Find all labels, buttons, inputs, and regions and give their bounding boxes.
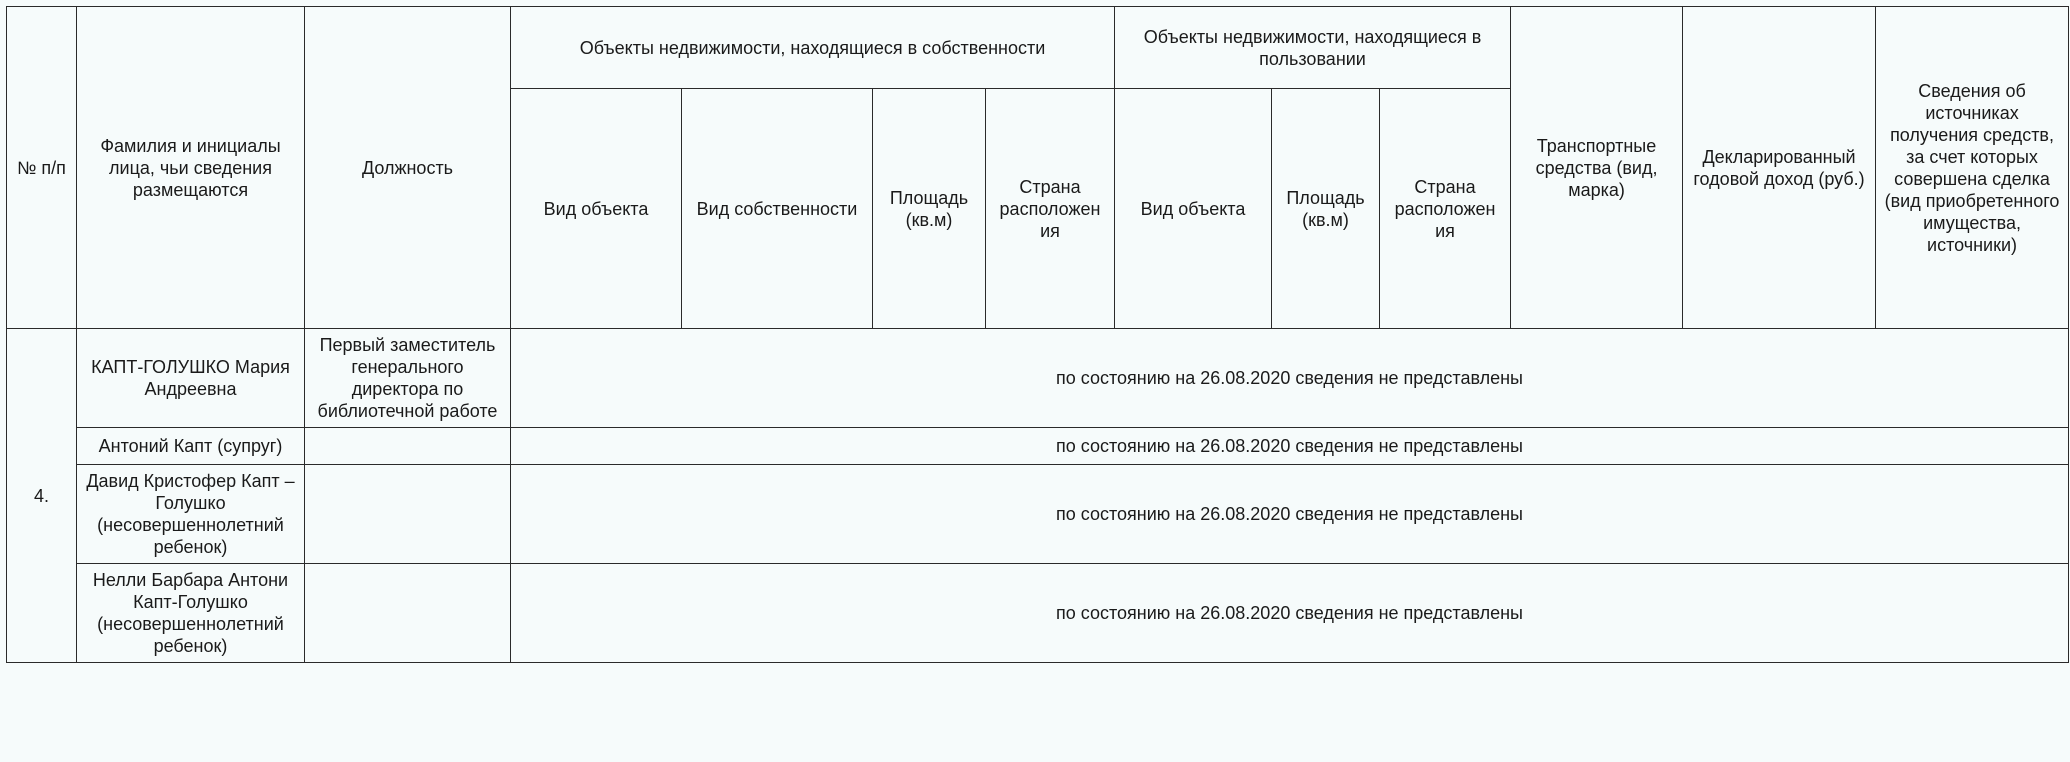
header-owned-ownership: Вид собственности bbox=[682, 89, 873, 329]
header-owned-property: Объекты недвижимости, находящиеся в собственности bbox=[511, 7, 1115, 89]
header-used-area: Площадь (кв.м) bbox=[1272, 89, 1380, 329]
table-row bbox=[7, 428, 2069, 465]
person-position bbox=[305, 465, 511, 564]
person-position: Первый заместитель генерального директора по библиотечной работе bbox=[305, 329, 511, 428]
person-position bbox=[305, 564, 511, 663]
header-position: Должность bbox=[305, 7, 511, 329]
status-note: по состоянию на 26.08.2020 сведения не представлены bbox=[511, 465, 2069, 564]
person-position bbox=[305, 428, 511, 465]
header-income: Декларированный годовой доход (руб.) bbox=[1683, 7, 1876, 329]
person-name: КАПТ-ГОЛУШКО Мария Андреевна bbox=[77, 329, 305, 428]
header-vehicles: Транспортные средства (вид, марка) bbox=[1511, 7, 1683, 329]
header-owned-type: Вид объекта bbox=[511, 89, 682, 329]
person-name: Антоний Капт (супруг) bbox=[77, 428, 305, 465]
header-row-group bbox=[7, 7, 2069, 89]
header-used-country: Страна расположен ия bbox=[1380, 89, 1511, 329]
status-note: по состоянию на 26.08.2020 сведения не представлены bbox=[511, 428, 2069, 465]
status-note: по состоянию на 26.08.2020 сведения не представлены bbox=[511, 564, 2069, 663]
declaration-table bbox=[6, 6, 2069, 663]
table-row bbox=[7, 329, 2069, 428]
header-name: Фамилия и инициалы лица, чьи сведения размещаются bbox=[77, 7, 305, 329]
header-owned-country: Страна расположен ия bbox=[986, 89, 1115, 329]
table-row bbox=[7, 564, 2069, 663]
person-name: Давид Кристофер Капт –Голушко (несовершеннолетний ребенок) bbox=[77, 465, 305, 564]
table-row bbox=[7, 465, 2069, 564]
header-owned-area: Площадь (кв.м) bbox=[873, 89, 986, 329]
header-sources: Сведения об источниках получения средств, за счет которых совершена сделка (вид приобретенного имущества, источники) bbox=[1876, 7, 2069, 329]
header-used-property: Объекты недвижимости, находящиеся в пользовании bbox=[1115, 7, 1511, 89]
person-name: Нелли Барбара Антони Капт-Голушко (несовершеннолетний ребенок) bbox=[77, 564, 305, 663]
header-used-type: Вид объекта bbox=[1115, 89, 1272, 329]
header-number: № п/п bbox=[7, 7, 77, 329]
status-note: по состоянию на 26.08.2020 сведения не представлены bbox=[511, 329, 2069, 428]
entry-number: 4. bbox=[7, 329, 77, 663]
